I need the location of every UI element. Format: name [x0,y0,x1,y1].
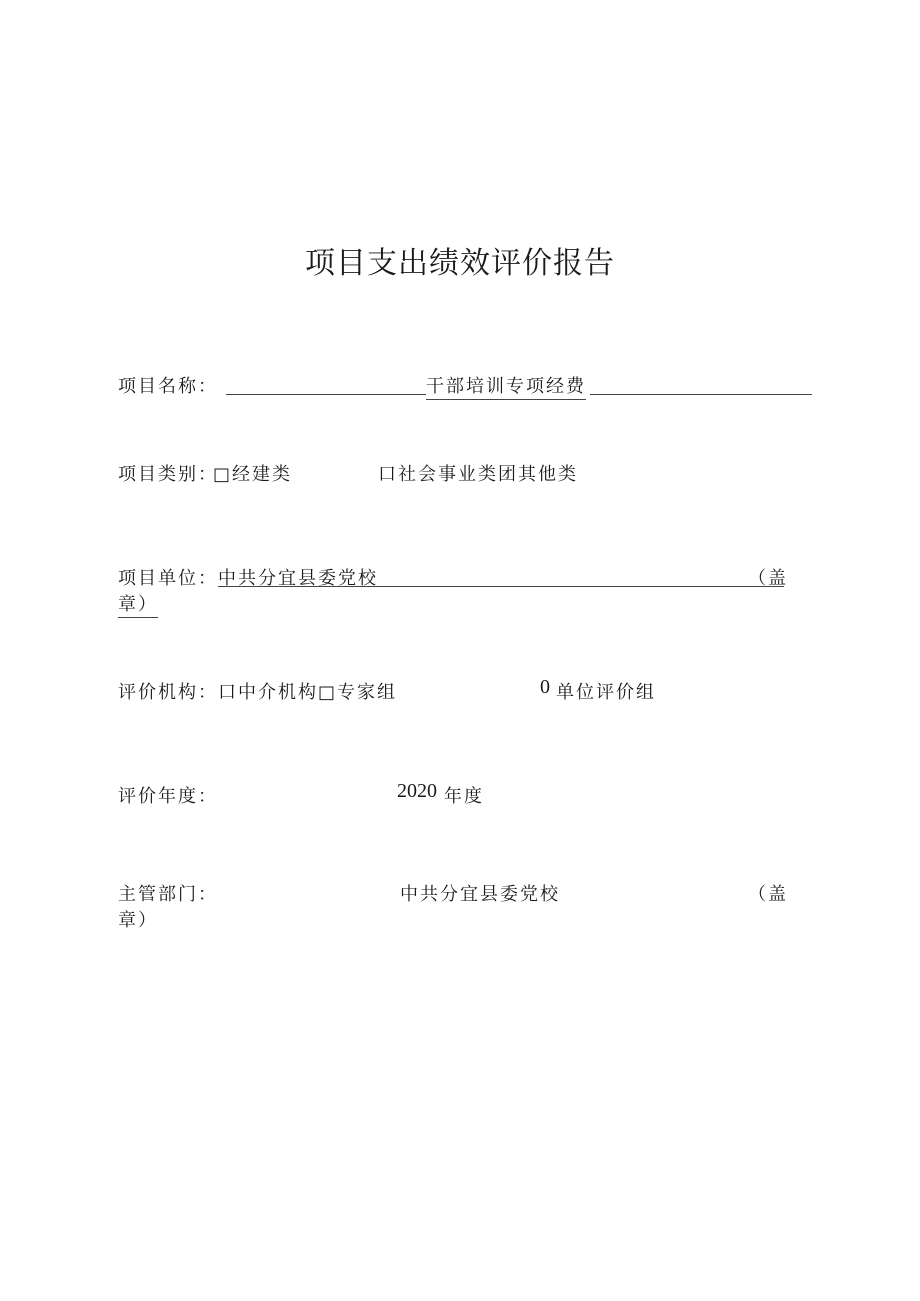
project-unit-seal-part1: （盖 [748,568,788,589]
evaluation-year-label: 评价年度： [118,786,218,807]
evaluator-label: 评价机构： [118,682,218,703]
project-unit-underline [218,586,784,587]
page-title: 项目支出绩效评价报告 [305,246,615,281]
project-name-underline-left [226,394,426,395]
project-name-underline-right [590,394,812,395]
evaluator-options: 口中介机构□专家组 [218,682,398,703]
supervising-dept-seal-part1: （盖 [748,884,788,905]
project-name-value: 干部培训专项经费 [426,372,586,400]
supervising-dept-seal-part2: 章） [118,910,158,931]
project-unit-label: 项目单位： [118,568,218,589]
category-option-social-other: 口社会事业类团其他类 [378,464,578,485]
supervising-dept-label: 主管部门： [118,884,218,905]
evaluation-year-suffix: 年度 [444,786,484,807]
project-unit-value: 中共分宜县委党校 [218,568,378,589]
evaluator-unit-mark: 0 [540,676,550,698]
evaluation-year-value: 2020 [397,780,437,802]
supervising-dept-value: 中共分宜县委党校 [400,884,560,905]
category-option-construction: □经建类 [213,464,293,485]
project-category-label: 项目类别： [118,464,218,485]
project-unit-seal-part2: 章） [118,590,158,618]
project-name-label: 项目名称： [118,376,218,397]
evaluator-unit-option: 单位评价组 [556,682,656,703]
